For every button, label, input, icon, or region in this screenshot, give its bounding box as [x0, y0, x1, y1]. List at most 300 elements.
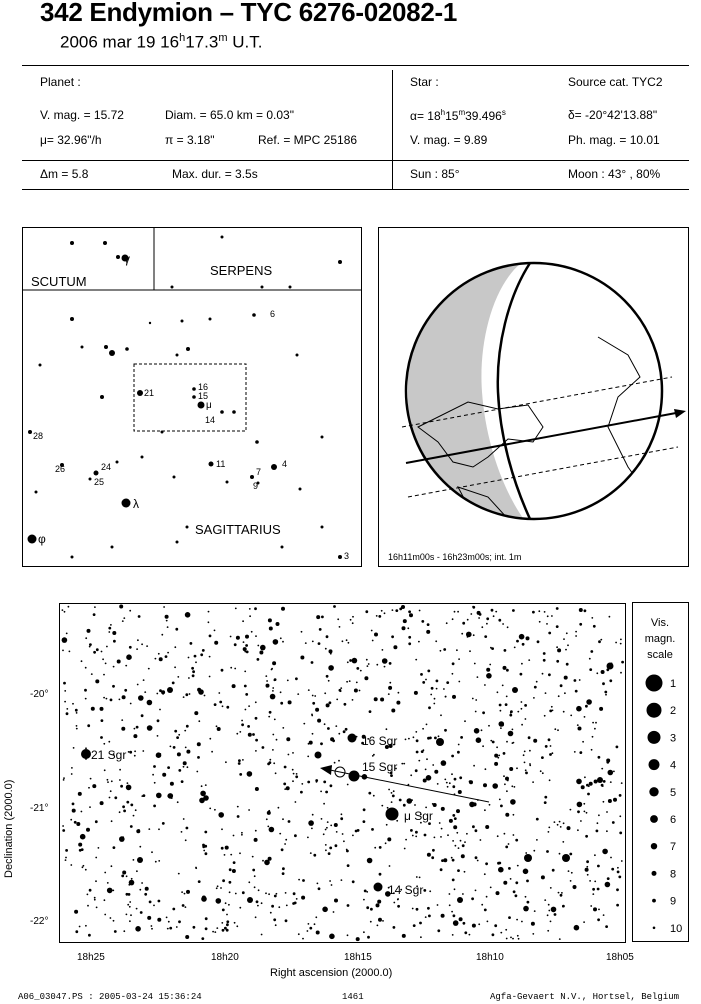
star-dot — [168, 921, 170, 923]
star-dot — [369, 710, 372, 713]
star-dot — [267, 826, 269, 828]
star-dot — [413, 924, 416, 927]
star-dot — [598, 756, 601, 759]
star-dot — [475, 890, 477, 892]
star-dot — [176, 736, 179, 739]
star-dot — [303, 723, 305, 725]
star-dot — [192, 674, 195, 677]
star-dot — [366, 891, 368, 893]
scale-label: 7 — [670, 841, 677, 854]
star-dot — [208, 621, 210, 623]
star-dot — [653, 927, 656, 930]
star-dot — [447, 834, 449, 836]
star-dot — [135, 809, 137, 811]
star-dot — [601, 670, 605, 674]
star-dot — [326, 827, 328, 829]
star-dot — [144, 893, 147, 896]
star-dot — [296, 354, 299, 357]
star-dot — [387, 807, 389, 809]
star-dot — [325, 849, 327, 851]
star-dot — [529, 750, 531, 752]
star-label: 4 — [282, 459, 288, 469]
star-dot — [152, 774, 154, 776]
star-dot — [527, 901, 530, 904]
star-dot — [116, 461, 119, 464]
star-dot — [156, 793, 162, 799]
star-dot — [195, 661, 197, 663]
star-dot — [126, 875, 128, 877]
star-dot — [335, 844, 338, 847]
star-dot — [96, 907, 98, 909]
star-dot — [562, 906, 564, 908]
star-dot — [228, 904, 230, 906]
star-dot — [103, 743, 105, 745]
star-dot — [603, 914, 605, 916]
star-dot — [550, 921, 552, 923]
star-dot — [382, 649, 384, 651]
star-dot — [182, 904, 185, 907]
star-dot — [363, 820, 366, 823]
star-dot — [293, 892, 296, 895]
star-dot — [566, 632, 568, 634]
star-dot — [167, 928, 169, 930]
star-dot — [229, 881, 232, 884]
star-dot — [28, 430, 32, 434]
star-dot — [388, 686, 392, 690]
star-dot — [101, 719, 104, 722]
star-dot — [83, 865, 85, 867]
star-dot — [66, 708, 68, 710]
star-dot — [110, 917, 112, 919]
star-dot — [574, 887, 576, 889]
star-dot — [86, 828, 90, 832]
star-dot — [563, 638, 565, 640]
star-dot — [560, 894, 563, 897]
star-dot — [327, 821, 329, 823]
star-dot — [512, 687, 518, 693]
star-dot — [85, 925, 87, 927]
star-dot — [333, 911, 335, 913]
star-label: 21 — [144, 388, 155, 398]
star-dot — [110, 790, 112, 792]
star-dot — [241, 832, 243, 834]
star-dot — [492, 933, 495, 936]
star-dot — [605, 925, 608, 928]
star-dot — [569, 853, 572, 856]
star-dot — [94, 606, 96, 608]
star-dot — [93, 651, 96, 654]
star-dot — [592, 722, 594, 724]
star-dot — [610, 781, 612, 783]
star-dot — [524, 854, 532, 862]
star-dot — [139, 889, 141, 891]
star-dot — [272, 687, 274, 689]
star-dot — [126, 801, 129, 804]
star-dot — [230, 636, 232, 638]
star-dot — [611, 868, 614, 871]
star-dot — [174, 646, 176, 648]
star-dot — [415, 836, 417, 838]
star-dot — [300, 791, 303, 794]
star-dot — [451, 857, 453, 859]
star-label: 9 — [253, 481, 259, 491]
star-dot — [171, 797, 173, 799]
star-dot — [62, 650, 64, 652]
star-dot — [516, 919, 518, 921]
star-dot — [505, 813, 509, 817]
star-dot — [93, 613, 96, 616]
star-dot — [583, 803, 585, 805]
star-dot — [548, 632, 551, 635]
star-dot — [602, 682, 605, 685]
star-dot — [497, 757, 499, 759]
star-dot — [133, 815, 135, 817]
star-dot — [106, 646, 108, 648]
star-dot — [313, 854, 316, 857]
star-dot — [365, 610, 368, 613]
star-dot — [544, 899, 546, 901]
star-dot — [307, 930, 309, 932]
star-label: 15 — [198, 391, 209, 401]
star-dot — [312, 814, 314, 816]
star-dot — [594, 854, 596, 856]
star-dot — [167, 652, 169, 654]
star-dot — [271, 669, 273, 671]
star-dot — [431, 687, 434, 690]
star-dot — [352, 699, 354, 701]
star-dot — [331, 884, 333, 886]
star-dot — [514, 786, 516, 788]
star-dot — [464, 931, 467, 934]
star-dot — [529, 765, 531, 767]
star-dot — [276, 622, 280, 626]
star-dot — [554, 913, 557, 916]
star-dot — [280, 702, 283, 705]
star-dot — [113, 666, 115, 668]
star-dot — [119, 769, 121, 771]
star-dot — [541, 875, 545, 879]
star-dot — [602, 849, 608, 855]
star-dot — [497, 691, 499, 693]
star-dot — [107, 882, 109, 884]
star-dot — [209, 318, 212, 321]
star-dot — [477, 860, 479, 862]
star-dot — [606, 759, 610, 763]
star-dot — [652, 871, 657, 876]
star-dot — [548, 831, 550, 833]
star-dot — [109, 350, 115, 356]
star-dot — [76, 822, 80, 826]
star-dot — [239, 773, 242, 776]
star-dot — [551, 706, 553, 708]
star-dot — [216, 898, 222, 904]
star-dot — [237, 806, 239, 808]
scale-label: 5 — [670, 786, 677, 799]
star-dot — [107, 888, 113, 894]
star-label: 3 — [344, 551, 350, 561]
star-dot — [444, 779, 446, 781]
star-dot — [533, 697, 535, 699]
star-dot — [543, 659, 546, 662]
star-dot — [452, 814, 455, 817]
star-dot — [499, 799, 501, 801]
star-dot — [282, 867, 285, 870]
star-dot — [609, 679, 612, 682]
star-dot — [466, 833, 468, 835]
star-dot — [503, 752, 506, 755]
star-dot — [188, 657, 190, 659]
star-dot — [276, 739, 278, 741]
star-dot — [310, 852, 312, 854]
star-dot — [302, 879, 305, 882]
star-phmag: Ph. mag. = 10.01 — [568, 133, 660, 147]
star-dot — [434, 837, 436, 839]
star-dot — [332, 935, 334, 937]
star-dot — [349, 659, 352, 662]
star-dot — [621, 860, 623, 862]
star-dot — [460, 736, 463, 739]
star-dot — [265, 892, 267, 894]
star-dot — [599, 707, 603, 711]
star-dot — [621, 661, 624, 664]
star-dot — [87, 629, 91, 633]
star-dot — [121, 719, 123, 721]
star-dot — [490, 647, 492, 649]
star-dot — [367, 858, 373, 864]
star-dot — [481, 904, 483, 906]
star-dot — [230, 854, 232, 856]
star-dot — [62, 609, 64, 611]
star-dot — [274, 719, 276, 721]
star-dot — [283, 783, 286, 786]
star-dot — [249, 615, 251, 617]
star-dot — [483, 783, 487, 787]
star-dot — [531, 922, 535, 926]
star-dot — [575, 690, 578, 693]
star-dot — [155, 658, 157, 660]
star-dot — [392, 795, 395, 798]
magnitude-drop: Δm = 5.8 — [40, 167, 89, 181]
star-dot — [518, 938, 520, 940]
star-dot — [613, 771, 615, 773]
star-dot — [575, 631, 577, 633]
star-dot — [485, 825, 489, 829]
star-dot — [462, 844, 465, 847]
star-dot — [591, 617, 593, 619]
star-dot — [108, 627, 111, 630]
star-dot — [226, 929, 229, 932]
star-dot — [526, 636, 530, 640]
star-dot — [603, 801, 605, 803]
star-dot — [500, 805, 503, 808]
star-dot — [35, 491, 38, 494]
star-dot — [183, 818, 185, 820]
star-dot — [88, 934, 91, 937]
star-dot — [226, 924, 228, 926]
star-dot — [170, 782, 174, 786]
star-dot — [314, 923, 316, 925]
star-dot — [457, 897, 463, 903]
star-dot — [250, 475, 254, 479]
star-dot — [274, 895, 277, 898]
star-dot — [504, 783, 506, 785]
star-dot — [201, 785, 203, 787]
star-dot — [428, 915, 431, 918]
star-dot — [605, 694, 607, 696]
star-dot — [513, 890, 516, 893]
star-dot — [234, 643, 237, 646]
star-dot — [282, 818, 284, 820]
star-dot — [565, 649, 567, 651]
star-dot — [486, 617, 489, 620]
scale-label: 1 — [670, 678, 677, 690]
star-dot — [475, 829, 478, 832]
star-label: 14 — [205, 415, 216, 425]
star-dot — [597, 777, 603, 783]
star-dot — [510, 878, 512, 880]
star-dot — [440, 836, 442, 838]
star-dot — [562, 841, 564, 843]
star-dot — [421, 620, 424, 623]
star-dot — [74, 910, 78, 914]
star-dot — [500, 727, 502, 729]
star-dot — [364, 890, 367, 893]
star-dot — [281, 607, 285, 611]
star-dot — [339, 626, 341, 628]
star-dot — [281, 546, 284, 549]
star-dot — [486, 896, 488, 898]
star-dot — [452, 673, 454, 675]
star-dot — [403, 619, 407, 623]
star-dot — [257, 658, 260, 661]
star-dot — [393, 902, 395, 904]
star-dot — [76, 712, 78, 714]
star-dot — [239, 731, 241, 733]
star-dot — [100, 736, 103, 739]
detail-star-map — [0, 600, 634, 1004]
star-dot — [85, 637, 87, 639]
star-dot — [75, 930, 78, 933]
star-dot — [280, 691, 282, 693]
star-dot — [66, 633, 68, 635]
star-dot — [107, 779, 109, 781]
star-dot — [245, 693, 248, 696]
star-dot — [242, 759, 244, 761]
star-dot — [301, 896, 305, 900]
star-dot — [268, 857, 272, 861]
globe-caption: 16h11m00s - 16h23m00s; int. 1m — [388, 552, 522, 562]
star-dot — [324, 692, 326, 694]
star-dot — [600, 639, 602, 641]
star-dot — [95, 679, 99, 683]
star-dot — [326, 635, 329, 638]
star-dot — [255, 701, 257, 703]
star-dot — [201, 937, 204, 940]
star-dot — [500, 710, 502, 712]
star-dot — [316, 931, 320, 935]
star-dot — [320, 791, 322, 793]
star-dot — [357, 829, 360, 832]
star-dot — [65, 859, 67, 861]
star-dot — [525, 896, 527, 898]
star-dot — [454, 611, 456, 613]
star-dot — [119, 605, 123, 609]
star-dot — [515, 881, 518, 884]
star-dot — [395, 609, 398, 612]
star-dot — [427, 737, 430, 740]
star-dot — [165, 615, 169, 619]
star-dot — [334, 899, 338, 903]
planet-diameter: Diam. = 65.0 km = 0.03" — [165, 108, 294, 122]
star-dot — [221, 236, 224, 239]
star-dot — [405, 839, 407, 841]
star-label: 26 — [55, 464, 66, 474]
star-label: 21 Sgr — [91, 748, 127, 762]
info-divider — [392, 70, 393, 190]
star-dot — [247, 897, 253, 903]
star-dot — [144, 691, 146, 693]
star-dot — [551, 907, 557, 913]
star-dot — [524, 762, 526, 764]
star-dot — [515, 894, 518, 897]
star-dot — [432, 849, 435, 852]
star-dot — [557, 648, 561, 652]
star-dot — [314, 695, 316, 697]
star-dot — [587, 874, 589, 876]
star-dot — [347, 661, 349, 663]
star-vmag: V. mag. = 9.89 — [410, 133, 488, 147]
star-dot — [205, 927, 208, 930]
star-dot — [649, 787, 658, 796]
star-dot — [419, 877, 421, 879]
star-dot — [503, 881, 507, 885]
star-dot — [103, 674, 105, 676]
star-label: 11 — [216, 459, 226, 469]
star-dot — [437, 929, 440, 932]
star-dot — [148, 828, 150, 830]
star-dot — [376, 903, 380, 907]
star-dot — [214, 931, 216, 933]
star-dot — [501, 724, 504, 727]
star-dot — [549, 753, 552, 756]
star-dot — [410, 774, 412, 776]
star-dot — [523, 869, 529, 875]
star-dot — [252, 733, 255, 736]
star-dot — [272, 690, 274, 692]
star-dot — [147, 916, 151, 920]
star-dot — [505, 929, 507, 931]
star-dot — [70, 864, 72, 866]
star-dot — [386, 728, 388, 730]
star-dot — [212, 931, 214, 933]
star-dot — [352, 622, 354, 624]
star-dot — [217, 727, 221, 731]
star-dot — [449, 904, 451, 906]
star-dot — [393, 790, 395, 792]
star-dot — [141, 882, 143, 884]
star-dot — [222, 929, 225, 932]
star-dot — [319, 628, 322, 631]
star-dot — [384, 612, 386, 614]
star-dot — [129, 901, 131, 903]
star-dot — [185, 747, 187, 749]
star-dot — [178, 873, 180, 875]
star-dot — [508, 867, 511, 870]
star-dot — [222, 879, 225, 882]
star-dot — [62, 637, 68, 643]
star-dot — [548, 673, 551, 676]
star-dot — [312, 733, 314, 735]
